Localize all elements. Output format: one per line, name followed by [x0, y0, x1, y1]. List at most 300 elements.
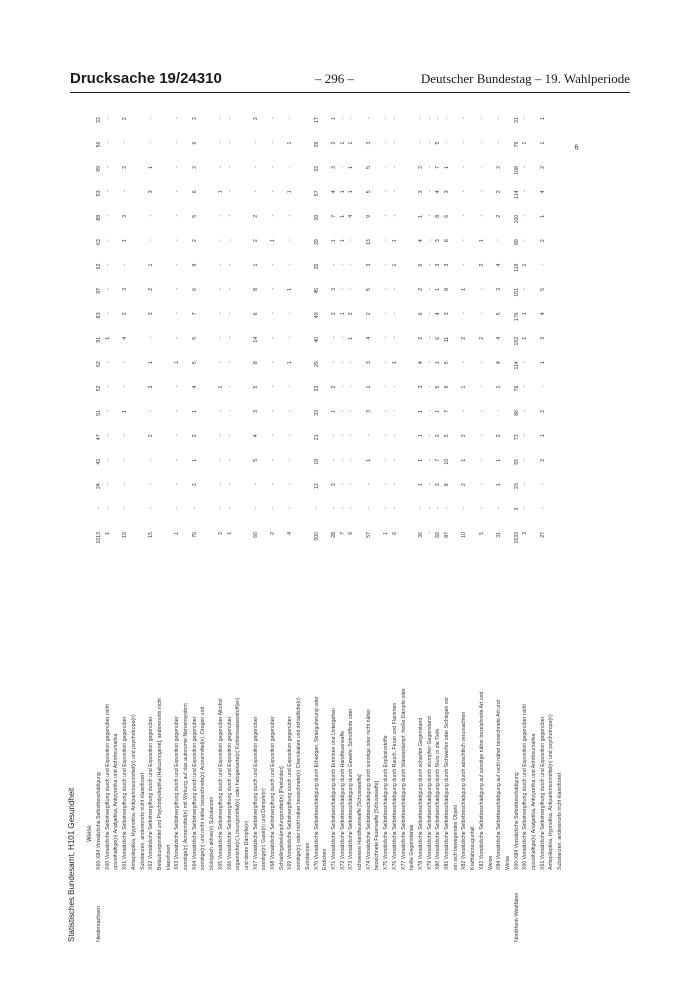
table-cell: - — [339, 434, 346, 437]
table-cell: 2 — [539, 458, 546, 462]
table-cell: - — [174, 410, 181, 412]
table-cell: 2 — [417, 288, 424, 291]
table-cell: 1 — [148, 263, 155, 267]
table-cell: 49 — [313, 312, 320, 319]
table-cell: - — [217, 361, 224, 363]
table-cell: 2 — [252, 214, 259, 218]
table-cell: - — [383, 507, 390, 510]
row-category: organische(n) Lösungsmittel(n) oder halogenierte(n) Kohlenwasserstoff(en) — [235, 697, 242, 870]
table-cell: - — [391, 166, 398, 168]
table-cell: - — [226, 434, 233, 437]
table-cell: 2 — [539, 239, 546, 243]
table-cell: 70 — [191, 532, 198, 538]
table-cell: 5 — [252, 385, 259, 389]
table-cell: 33 — [313, 166, 320, 172]
table-cell: - — [522, 410, 529, 412]
table-cell: - — [444, 507, 450, 510]
table-cell: 4 — [496, 361, 503, 365]
table-cell: 7 — [191, 312, 198, 316]
table-cell: 1 — [104, 336, 111, 340]
table-cell: 1013 — [96, 532, 102, 544]
table-cell: 6 — [191, 190, 198, 194]
table-row — [504, 130, 512, 950]
table-cell: 1 — [539, 141, 546, 145]
table-row — [408, 130, 416, 950]
table-cell: - — [383, 190, 390, 193]
table-cell: - — [270, 434, 276, 437]
table-cell: 5 — [496, 312, 503, 316]
table-cell: - — [287, 385, 294, 388]
table-cell: 24 — [96, 483, 102, 489]
row-category: X63 Vorsätzliche Selbstvergiftung durch und Exposition gegenüber — [174, 716, 181, 870]
row-category: und deren Dämpfe(n) — [243, 820, 250, 870]
row-region: Niedersachsen — [96, 906, 102, 942]
table-cell: 3 — [365, 410, 372, 413]
table-cell: - — [522, 166, 529, 168]
table-cell: - — [461, 410, 468, 412]
row-category: X75 Vorsätzliche Selbstbeschädigung durch Explosivstoffe — [383, 735, 390, 870]
table-cell: - — [426, 507, 433, 510]
table-cell: 36 — [417, 532, 424, 538]
table-cell: 500 — [313, 532, 320, 541]
table-cell: - — [226, 361, 233, 363]
table-cell: - — [104, 507, 111, 510]
table-cell: 2 — [478, 263, 485, 267]
table-cell: - — [417, 117, 424, 119]
table-cell: 62 — [96, 361, 102, 367]
table-cell: 19 — [313, 458, 320, 465]
table-cell: - — [148, 214, 155, 217]
table-cell: - — [426, 385, 433, 388]
table-cell: - — [174, 141, 181, 144]
row-category: X69 Vorsätzliche Selbstvergiftung durch und Exposition gegenüber — [287, 716, 294, 870]
table-cell: - — [217, 507, 224, 510]
table-cell: 1 — [496, 458, 503, 462]
row-category: sonstige(n) und nicht näher bezeichnete(n) Arzneimittel(n), Drogen und — [200, 706, 207, 870]
table-row — [252, 117, 260, 950]
table-cell: 2 — [539, 410, 546, 413]
row-category: ein sich bewegendes Objekt — [452, 805, 459, 870]
table-cell: - — [287, 507, 294, 510]
table-row — [487, 130, 495, 950]
table-cell: 5 — [191, 336, 198, 340]
table-cell: - — [348, 263, 355, 266]
table-cell: 1 — [461, 458, 468, 462]
table-cell: - — [226, 166, 233, 168]
table-cell: - — [391, 141, 398, 144]
table-cell: 1 — [330, 410, 337, 413]
table-row — [365, 117, 373, 950]
table-cell: 1 — [339, 190, 346, 194]
table-cell: - — [383, 336, 390, 339]
table-row — [434, 117, 442, 950]
table-cell: 28 — [330, 532, 337, 538]
table-cell: 5 — [444, 361, 450, 365]
table-cell: 6 — [191, 141, 198, 145]
table-cell: - — [348, 507, 355, 510]
table-cell: - — [104, 166, 111, 168]
table-source: Statistisches Bundesamt, H101 Gesundheit — [67, 787, 76, 942]
table-cell: 23 — [513, 483, 520, 489]
table-cell: - — [217, 312, 224, 315]
table-cell: - — [270, 141, 276, 144]
table-cell: - — [217, 458, 224, 461]
table-cell: 35 — [313, 263, 320, 270]
table-cell: - — [426, 214, 433, 217]
table-cell: - — [226, 336, 233, 339]
table-cell: 1 — [339, 239, 346, 243]
table-row — [260, 130, 268, 950]
table-unit-label: Weise — [87, 825, 93, 842]
table-cell: - — [461, 361, 468, 363]
table-cell: 3 — [461, 434, 468, 438]
row-category: X72 Vorsätzliche Selbstbeschädigung durch Handfeuerwaffe — [339, 730, 346, 870]
table-cell: 2 — [496, 434, 503, 438]
row-category: klassifiziert — [165, 844, 172, 870]
table-cell: 9 — [348, 532, 355, 535]
table-cell: - — [104, 361, 111, 363]
table-cell: - — [122, 483, 129, 485]
table-cell: - — [426, 410, 433, 412]
table-cell: 6 — [252, 312, 259, 316]
table-cell: 63 — [96, 239, 102, 245]
table-cell: 3 — [330, 288, 337, 291]
table-cell: - — [348, 458, 355, 461]
table-cell: 1 — [365, 458, 372, 462]
table-cell: - — [478, 312, 485, 315]
table-cell: - — [174, 117, 181, 119]
table-cell: - — [461, 312, 468, 315]
table-cell: 6 — [444, 214, 450, 218]
table-cell: - — [104, 190, 111, 193]
table-cell: 2 — [330, 141, 337, 145]
table-cell: 3 — [122, 214, 129, 218]
row-category: Kraftfahrzeugunfall — [470, 826, 477, 870]
row-category: X77 Vorsätzliche Selbstbeschädigung durch Wasserdampf, heiße Dämpfe oder — [400, 688, 407, 870]
table-cell: - — [217, 263, 224, 266]
table-cell: 62 — [96, 263, 102, 270]
table-cell: - — [391, 336, 398, 339]
table-row — [400, 130, 408, 950]
table-cell: - — [426, 141, 433, 144]
table-cell: 1 — [391, 239, 398, 243]
table-cell: - — [444, 141, 450, 144]
table-cell: 5 — [478, 532, 485, 535]
table-row — [460, 117, 468, 950]
table-cell: - — [383, 434, 390, 437]
table-cell: - — [174, 507, 181, 510]
table-row — [278, 130, 286, 950]
table-cell: - — [383, 166, 390, 168]
table-cell: 1 — [417, 434, 424, 438]
table-cell: 3 — [148, 190, 155, 194]
row-category: heiße Gegenstände — [409, 824, 416, 870]
table-cell: - — [478, 288, 485, 290]
table-cell: 4 — [365, 336, 372, 340]
table-cell: - — [426, 263, 433, 266]
row-category: schwerere Handfeuerwaffe [Schusswaffe] — [357, 774, 363, 870]
page-number: – 296 – — [315, 71, 354, 86]
table-cell: 60 — [252, 532, 259, 538]
row-category: X74 Vorsätzliche Selbstbeschädigung durch sonstige oder nicht näher — [365, 709, 372, 870]
table-cell: 5 — [539, 288, 546, 291]
table-cell: 3 — [365, 141, 372, 145]
table-cell: - — [104, 117, 111, 119]
table-cell: - — [383, 458, 390, 461]
table-cell: 2 — [330, 385, 337, 389]
table-page-marker: 6 — [574, 144, 579, 152]
table-cell: 3 — [417, 190, 424, 194]
table-cell: 1 — [435, 410, 442, 413]
table-cell: - — [365, 483, 372, 485]
table-cell: - — [461, 507, 468, 510]
table-row — [130, 130, 138, 950]
table-cell: - — [391, 410, 398, 412]
table-cell: 1 — [348, 336, 355, 340]
table-cell: 3 — [435, 263, 442, 267]
table-cell: - — [217, 434, 224, 437]
table-cell: 1 — [148, 361, 155, 365]
table-cell: 2 — [478, 336, 485, 340]
row-category: X68 Vorsätzliche Selbstvergiftung durch und Exposition gegenüber — [270, 716, 276, 870]
table-cell: 76 — [513, 385, 520, 392]
table-cell: 1 — [287, 141, 294, 145]
table-cell: 1 — [122, 239, 129, 243]
table-cell: - — [270, 312, 276, 315]
header-divider — [70, 92, 630, 93]
row-category: X65 Vorsätzliche Selbstvergiftung durch und Exposition gegenüber Alkohol — [217, 698, 224, 870]
table-cell: - — [270, 336, 276, 339]
table-cell: - — [148, 458, 155, 461]
table-cell: 2 — [330, 312, 337, 316]
table-cell: 2 — [461, 483, 468, 487]
table-cell: - — [287, 410, 294, 412]
table-cell: - — [478, 141, 485, 144]
table-cell: - — [461, 141, 468, 144]
table-cell: 3 — [444, 190, 450, 194]
table-cell: - — [330, 361, 337, 363]
table-cell: 40 — [313, 336, 320, 343]
row-category: X80 Vorsätzliche Selbstbeschädigung durch Sturz in die Tiefe — [435, 728, 442, 870]
table-cell: 1 — [391, 361, 398, 365]
table-row — [478, 117, 486, 950]
table-cell: 8 — [444, 483, 450, 487]
table-cell: 57 — [365, 532, 372, 538]
table-cell: - — [522, 458, 529, 461]
row-category: X61 Vorsätzliche Selbstvergiftung durch und Exposition gegenüber — [122, 716, 129, 870]
row-category: X78 Vorsätzliche Selbstbeschädigung durch scharfen Gegenstand — [417, 717, 424, 870]
table-cell: - — [287, 214, 294, 217]
table-cell: - — [417, 507, 424, 510]
table-cell: - — [435, 507, 442, 510]
table-row — [339, 117, 347, 950]
table-cell: 33 — [96, 117, 102, 123]
table-cell: - — [217, 410, 224, 412]
table-cell: - — [478, 190, 485, 193]
row-category: X82 Vorsätzliche Selbstbeschädigung durch absichtlich verursachten — [461, 711, 468, 870]
table-cell: 8 — [444, 288, 450, 291]
table-cell: - — [348, 288, 355, 290]
table-cell: - — [174, 336, 181, 339]
table-cell: - — [270, 214, 276, 217]
table-cell: 2 — [217, 532, 224, 535]
table-cell: - — [148, 483, 155, 485]
table-cell: 8 — [252, 361, 259, 365]
table-cell: 1533 — [513, 532, 520, 544]
table-cell: 8 — [435, 214, 442, 218]
table-cell: 7 — [330, 214, 337, 218]
table-cell: 2 — [191, 239, 198, 243]
table-cell: - — [391, 117, 398, 119]
table-cell: 29 — [313, 239, 320, 245]
row-category: X61 Vorsätzliche Selbstvergiftung durch und Exposition gegenüber — [539, 716, 546, 870]
table-cell: 2 — [252, 117, 259, 121]
row-category: X84 Vorsätzliche Selbstbeschädigung auf nicht näher bezeichnete Art und — [496, 700, 503, 870]
table-cell: - — [217, 141, 224, 144]
document-id-number: 24310 — [180, 70, 222, 87]
table-cell: - — [217, 239, 224, 241]
table-cell: - — [226, 385, 233, 388]
table-cell: 1 — [539, 214, 546, 218]
table-cell: - — [270, 507, 276, 510]
table-cell: 10 — [461, 532, 468, 538]
table-cell: 2 — [122, 117, 129, 121]
table-cell: - — [496, 117, 503, 119]
table-row — [121, 117, 129, 950]
table-cell: 1 — [522, 263, 529, 267]
table-cell: - — [391, 385, 398, 388]
row-category: Weise — [504, 855, 511, 870]
table-cell: - — [478, 385, 485, 388]
row-category: biologisch aktive(n) Substanzen — [209, 796, 216, 870]
table-cell: - — [226, 263, 233, 266]
table-cell: 1 — [217, 190, 224, 194]
table-cell: - — [383, 117, 390, 119]
table-cell: - — [461, 190, 468, 193]
table-cell: - — [496, 507, 503, 510]
row-category: sonstige(n) Gase(n) und Dämpfe(n) — [261, 788, 268, 870]
table-cell: - — [339, 166, 346, 168]
table-cell: 91 — [96, 336, 102, 343]
table-cell: 1 — [539, 117, 546, 121]
table-cell: 1 — [104, 532, 111, 535]
table-row — [182, 130, 190, 950]
table-cell: - — [539, 263, 546, 266]
table-cell: 1 — [522, 141, 529, 145]
table-cell: 2 — [252, 239, 259, 243]
row-category: X81 Vorsätzliche Selbstbeschädigung durch Sichwerfen oder Sichlegen vor — [444, 696, 450, 870]
row-category: Antiepileptika, Hypnotika, Antiparkinsonmittel(n) und psychotrope(n) — [130, 714, 137, 870]
table-cell: 31 — [513, 117, 520, 123]
row-category: bezeichnete Feuerwaffe [Schusswaffe] — [374, 781, 381, 870]
table-cell: 12 — [313, 483, 320, 489]
table-cell: - — [339, 385, 346, 388]
table-cell: - — [226, 141, 233, 144]
row-category: X66 Vorsätzliche Selbstvergiftung durch und Exposition gegenüber — [226, 716, 233, 870]
table-cell: 73 — [513, 434, 520, 441]
table-cell: - — [104, 458, 111, 461]
table-cell: - — [287, 336, 294, 339]
table-cell: 15 — [148, 532, 155, 538]
table-cell: 1 — [330, 117, 337, 121]
table-cell: - — [330, 507, 337, 510]
table-cell: 5 — [435, 141, 442, 145]
row-category: opioidhaltige(n) Analgetika, Antipyretika und Antirheumatika — [113, 733, 120, 870]
table-cell: - — [148, 117, 155, 119]
table-cell: 6 — [417, 263, 424, 267]
table-cell: 1 — [226, 532, 233, 535]
table-cell: 4 — [417, 361, 424, 365]
table-cell: 27 — [539, 532, 546, 538]
table-cell: - — [391, 214, 398, 217]
table-cell: - — [426, 434, 433, 437]
table-cell: 5 — [365, 288, 372, 291]
table-cell: - — [226, 288, 233, 290]
table-cell: - — [426, 239, 433, 241]
table-cell: - — [522, 483, 529, 485]
row-category: X60-X84 Vorsätzliche Selbstbeschädigung — [96, 772, 102, 870]
table-cell: 2 — [365, 312, 372, 316]
row-category: Substanzen, anderenorts nicht klassifiziert — [139, 772, 146, 870]
table-cell: - — [391, 458, 398, 461]
table-cell: 2 — [496, 190, 503, 194]
table-cell: - — [217, 483, 224, 485]
table-cell: - — [339, 288, 346, 290]
table-cell: 17 — [313, 117, 320, 123]
table-row — [191, 117, 199, 950]
table-row — [208, 130, 216, 950]
row-category: Antiepileptika, Hypnotika, Antiparkinsonmittel(n) und psychotrope(n) — [548, 714, 555, 870]
table-row — [513, 117, 521, 950]
table-cell: 56 — [96, 141, 102, 148]
table-cell: - — [148, 336, 155, 339]
row-region: Nordrhein-Westfalen — [513, 892, 520, 942]
table-row — [104, 117, 112, 950]
table-cell: - — [104, 410, 111, 412]
table-cell: 3 — [513, 507, 520, 511]
table-cell: 1 — [417, 458, 424, 462]
table-cell: - — [226, 190, 233, 193]
table-cell: - — [426, 336, 433, 339]
table-cell: - — [226, 117, 233, 119]
table-cell: 100 — [513, 214, 520, 224]
table-cell: 29 — [313, 141, 320, 148]
table-cell: 1 — [435, 361, 442, 365]
table-row — [295, 130, 303, 950]
table-cell: - — [383, 239, 390, 241]
table-cell: 2 — [270, 532, 276, 535]
row-category: Ersticken — [322, 848, 329, 870]
table-cell: 1 — [191, 458, 198, 462]
table-row — [417, 117, 425, 950]
parliament-period: Deutscher Bundestag – 19. Wahlperiode — [420, 71, 630, 86]
table-row — [321, 130, 329, 950]
table-row — [382, 117, 390, 950]
table-cell: 7 — [339, 532, 346, 535]
table-cell: 2 — [435, 434, 442, 438]
table-cell: 1 — [522, 336, 529, 340]
table-cell: - — [365, 117, 372, 119]
table-cell: - — [104, 263, 111, 266]
table-cell: 8 — [252, 288, 259, 291]
table-cell: - — [522, 190, 529, 193]
table-row — [373, 130, 381, 950]
page-header — [70, 70, 630, 92]
table-cell: - — [270, 458, 276, 461]
table-cell: 1 — [365, 385, 372, 389]
table-cell: - — [270, 410, 276, 412]
table-cell: 3 — [122, 288, 129, 291]
